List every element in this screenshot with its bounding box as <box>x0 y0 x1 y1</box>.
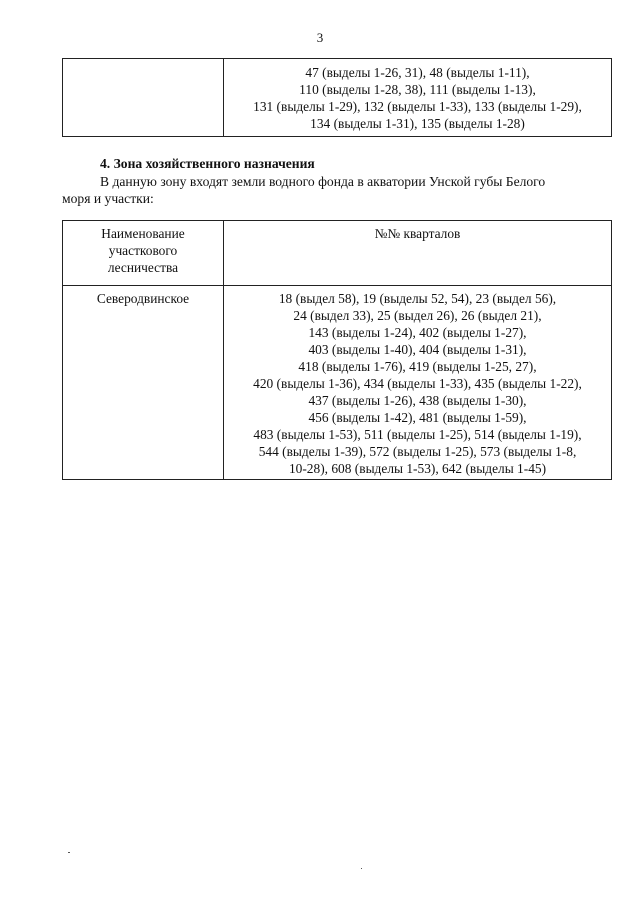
scan-speck <box>68 852 70 853</box>
forestry-name-cell <box>63 59 224 137</box>
table-row <box>63 59 612 137</box>
header-line: участкового <box>108 243 178 258</box>
quarters-line: 10-28), 608 (выделы 1-53), 642 (выделы 1-45) <box>288 461 547 476</box>
table-row <box>63 286 612 480</box>
quarters-line: 403 (выделы 1-40), 404 (выделы 1-31), <box>308 342 527 357</box>
intro-line: моря и участки: <box>62 191 154 206</box>
page-number: 3 <box>316 30 324 45</box>
section-heading: 4. Зона хозяйственного назначения <box>100 156 315 171</box>
quarters-line: 418 (выделы 1-76), 419 (выделы 1-25, 27), <box>298 359 537 374</box>
header-line: лесничества <box>107 260 179 275</box>
scan-speck <box>361 868 362 869</box>
quarters-line: 134 (выделы 1-31), 135 (выделы 1-28) <box>310 116 525 131</box>
quarters-cell <box>224 286 612 480</box>
quarters-line: 456 (выделы 1-42), 481 (выделы 1-59), <box>308 410 527 425</box>
quarters-line: 110 (выделы 1-28, 38), 111 (выделы 1-13), <box>299 82 536 97</box>
header-line: Наименование <box>101 226 185 241</box>
quarters-line: 24 (выдел 33), 25 (выдел 26), 26 (выдел 21), <box>293 308 542 323</box>
quarters-cell <box>224 59 612 137</box>
quarters-line: 437 (выделы 1-26), 438 (выделы 1-30), <box>308 393 527 408</box>
quarters-table-continued <box>62 58 612 137</box>
header-forestry-name <box>63 221 224 286</box>
quarters-line: 18 (выдел 58), 19 (выделы 52, 54), 23 (выдел 56), <box>278 291 557 306</box>
quarters-table <box>62 220 612 480</box>
quarters-line: 131 (выделы 1-29), 132 (выделы 1-33), 133 (выделы 1-29), <box>253 99 582 114</box>
forestry-name-cell: Северодвинское <box>63 286 224 480</box>
quarters-line: 143 (выделы 1-24), 402 (выделы 1-27), <box>308 325 527 340</box>
quarters-line: 47 (выделы 1-26, 31), 48 (выделы 1-11), <box>305 65 530 80</box>
quarters-line: 544 (выделы 1-39), 572 (выделы 1-25), 573 (выделы 1-8, <box>258 444 577 459</box>
header-quarters: №№ кварталов <box>224 221 612 286</box>
section-intro <box>62 173 614 207</box>
quarters-line: 483 (выделы 1-53), 511 (выделы 1-25), 514 (выделы 1-19), <box>253 427 582 442</box>
quarters-line: 420 (выделы 1-36), 434 (выделы 1-33), 435 (выделы 1-22), <box>253 376 582 391</box>
table-header-row <box>63 221 612 286</box>
intro-line: В данную зону входят земли водного фонда в акватории Унской губы Белого <box>100 174 546 189</box>
